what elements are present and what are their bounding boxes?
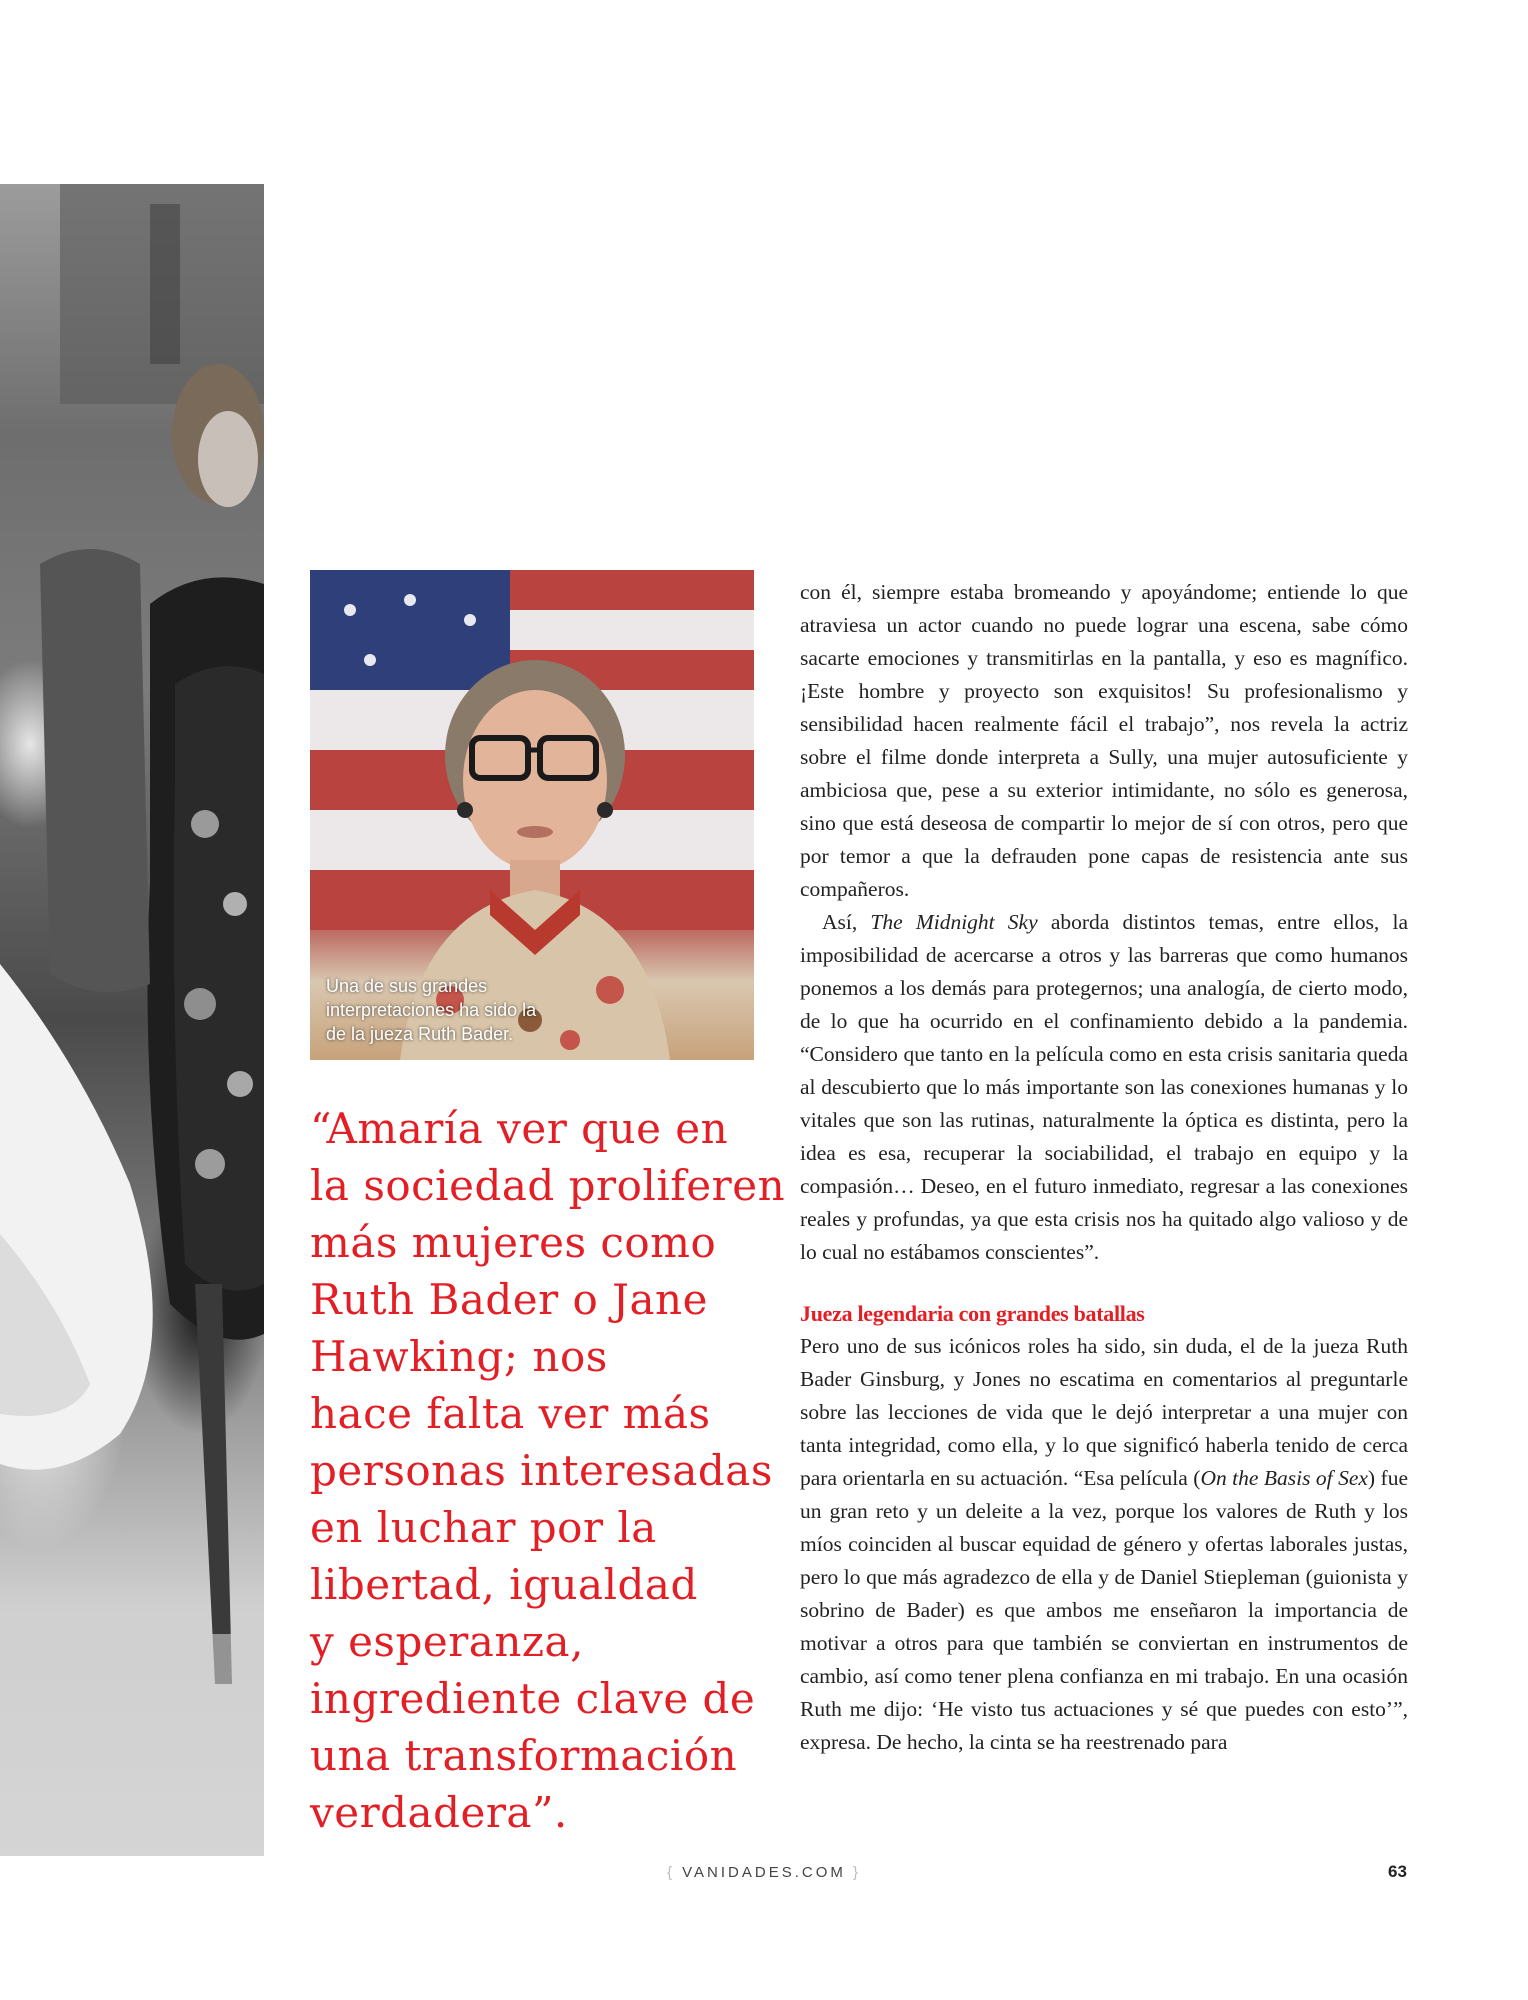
pull-quote-line: ingrediente clave de [310, 1674, 756, 1723]
paragraph-text: Pero uno de sus icónicos roles ha sido, sin duda, el de la jueza Ruth Bader Ginsburg, y Jones no escatima en comentarios al preguntarle sobre las lecciones de vida que le dejó interpretar a una mujer con tanta integridad, como ella, y lo que significó haberla tenido de cerca para orientarla en su actuación. “Esa película ( [800, 1334, 1408, 1490]
footer-brace-open: { [666, 1864, 675, 1881]
article-paragraph: con él, siempre estaba bromeando y apoyándome; entiende lo que atraviesa un actor cuando no puede lograr una escena, sabe cómo sacarte emociones y transmitirlas en la pantalla, y eso es magnífico. ¡Este hombre y proyecto son exquisitos! Su profesionalismo y sensibilidad hacen realmente fácil el trabajo”, nos revela la actriz sobre el filme donde interpreta a Sully, una mujer autosuficiente y ambiciosa que, pese a su exterior intimidante, no sólo es generosa, sino que está deseosa de compartir lo mejor de sí con otros, pero que por temor a que la defrauden pone capas de resistencia ante sus compañeros. [800, 580, 1408, 901]
caption-line: interpretaciones ha sido la [326, 1000, 537, 1020]
pull-quote [310, 1100, 786, 1841]
pull-quote-line: y esperanza, [310, 1617, 584, 1666]
film-title: On the Basis of Sex [1200, 1466, 1368, 1490]
pull-quote-line: la sociedad proliferen [310, 1161, 786, 1210]
page-number: 63 [1388, 1862, 1407, 1881]
left-photo-figures [0, 184, 264, 1856]
pull-quote-line: verdadera”. [310, 1788, 568, 1837]
article-paragraph [800, 906, 1408, 1269]
article-column [800, 576, 1408, 1759]
film-title: The Midnight Sky [870, 910, 1038, 934]
paragraph-text: aborda distintos temas, entre ellos, la imposibilidad de acercarse a otros y las barreras que como humanos ponemos a los demás para protegernos; una analogía, de cierto modo, de lo que ha ocurrido en el confinamiento debido a la pandemia. “Considero que tanto en la película como en esta crisis sanitaria queda al descubierto que lo más importante son las conexiones humanas y lo vitales que son las rutinas, naturalmente la óptica es distinta, pero la idea es esa, recuperar la sociabilidad, el trabajo en equipo y la compasión… Deseo, en el futuro inmediato, regresar a las conexiones reales y profundas, ya que esta crisis nos ha quitado algo valioso y de lo cual no estábamos conscientes”. [800, 910, 1408, 1264]
pull-quote-line: personas interesadas [310, 1446, 773, 1495]
inset-photo [310, 570, 754, 1060]
footer-site-name: VANIDADES.COM [682, 1864, 846, 1881]
paragraph-text: Así, [822, 910, 871, 934]
pull-quote-line: una transformación [310, 1731, 738, 1780]
pull-quote-line: en luchar por la [310, 1503, 657, 1552]
article-paragraph [800, 1330, 1408, 1759]
photo-caption [326, 974, 586, 1046]
paragraph-text: ) fue un gran reto y un deleite a la vez, porque los valores de Ruth y los míos coinciden al buscar equidad de género y ofertas laborales justas, pero lo que más agradezco de ella y de Daniel Stiepleman (guionista y sobrino de Bader) es que ambos me enseñaron la importancia de motivar a otros para que también se conviertan en instrumentos de cambio, así como tener plena confianza en mi trabajo. En una ocasión Ruth me dijo: ‘He visto tus actuaciones y sé que puedes con esto’”, expresa. De hecho, la cinta se ha reestrenado para [800, 1466, 1408, 1754]
footer-site [0, 1864, 1528, 1881]
footer-brace-close: } [853, 1864, 862, 1881]
pull-quote-line: Ruth Bader o Jane [310, 1275, 708, 1324]
caption-line: Una de sus grandes [326, 976, 488, 996]
left-bw-photo [0, 184, 264, 1856]
caption-line: de la jueza Ruth Bader. [326, 1024, 514, 1044]
pull-quote-line: “Amaría ver que en [310, 1104, 729, 1153]
section-subheading: Jueza legendaria con grandes batallas [800, 1301, 1145, 1326]
pull-quote-line: hace falta ver más [310, 1389, 711, 1438]
pull-quote-line: más mujeres como [310, 1218, 717, 1267]
pull-quote-line: Hawking; nos [310, 1332, 608, 1381]
pull-quote-line: libertad, igualdad [310, 1560, 698, 1609]
